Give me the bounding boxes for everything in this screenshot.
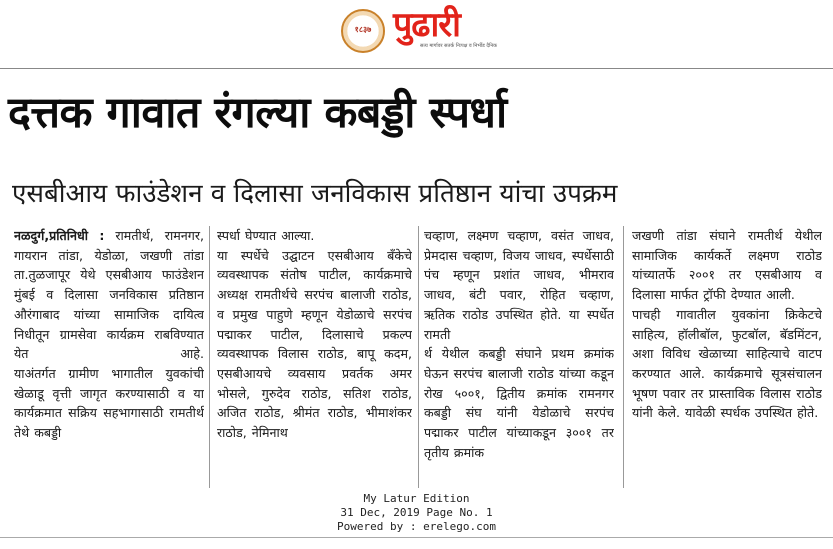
- seal-text: १८३७: [354, 25, 372, 34]
- masthead-divider: [0, 68, 833, 69]
- article-subheadline: एसबीआय फाउंडेशन व दिलासा जनविकास प्रतिष्ठान यांचा उपक्रम: [12, 179, 618, 209]
- column-divider: [418, 226, 419, 488]
- column-divider: [209, 226, 210, 488]
- article-column-4: [632, 226, 822, 488]
- column-divider: [623, 226, 624, 488]
- article-paragraph: चव्हाण, लक्ष्मण चव्हाण, वसंत जाधव, प्रेमदास चव्हाण, विजय जाधव, स्पर्धेसाठी पंच म्हणून प्रशांत जाधव, भीमराव जाधव, बंटी पवार, रोहित चव्हाण, ऋतिक राठोड उपस्थित होते. या स्पर्धेत रामती: [424, 228, 614, 342]
- article-paragraph: या स्पर्धेचे उद्घाटन एसबीआय बँकेचे व्यवस्थापक संतोष पाटील, कार्यक्रमाचे अध्यक्ष रामतीर्थचे सरपंच बालाजी राठोड, व प्रमुख पाहुणे म्हणून येडोळाचे सरपंच पद्माकर पाटील, दिलासाचे प्रकल्प व्यवस्थापक विलास राठोड, बापू कदम, एसबीआयचे व्यवसाय प्रवर्तक अमर भोसले, गुरुदेव राठोड, सतिश राठोड, अजित राठोड, श्रीमंत राठोड, भीमाशंकर राठोड, नेमिनाथ: [217, 247, 412, 441]
- article-paragraph: [14, 226, 204, 364]
- article-body: [0, 226, 833, 488]
- anniversary-seal-icon: [341, 9, 385, 53]
- masthead: [0, 0, 833, 68]
- edition-name: My Latur Edition: [363, 492, 470, 505]
- article-column-1: [14, 226, 204, 488]
- edition-footer: [0, 492, 833, 534]
- article-paragraph: याअंतर्गत ग्रामीण भागातील युवकांची खेळाडू वृत्ती जागृत करण्यासाठी व या कार्यक्रमात सक्रिय सहभागासाठी रामतीर्थ तेथे कबड्डी: [14, 365, 204, 441]
- newspaper-tagline: सत्य मार्गावर सतर्क निःपक्ष व निर्भीड दैनिक: [420, 43, 497, 49]
- article-column-3: [424, 226, 614, 488]
- article-paragraph: स्पर्धा घेण्यात आल्या.: [217, 228, 315, 243]
- newspaper-logo: पुढारी: [393, 5, 460, 45]
- article-column-2: [217, 226, 412, 488]
- paragraph-text: रामतीर्थ, रामनगर, गायरान तांडा, येडोळा, जखणी तांडा ता.तुळजापूर येथे एसबीआय फाउंडेशन मुंबई व दिलासा जनविकास प्रतिष्ठान औरंगाबाद यांच्या सामाजिक दायित्व निधीतून ग्रामसेवा कार्यक्रम राबविण्यात येत आहे.: [14, 228, 204, 362]
- powered-by: Powered by : erelego.com: [337, 520, 496, 533]
- edition-date-page: 31 Dec, 2019 Page No. 1: [340, 506, 493, 519]
- footer-divider: [0, 537, 833, 538]
- article-headline: दत्तक गावात रंगल्या कबड्डी स्पर्धा: [8, 88, 507, 138]
- dateline: नळदुर्ग,प्रतिनिधी :: [14, 228, 105, 243]
- article-paragraph: र्थ येथील कबड्डी संघाने प्रथम क्रमांक घेऊन सरपंच बालाजी राठोड यांच्या कडून रोख ५००१, द्वितीय क्रमांक रामनगर कबड्डी संघ यांनी येडोळाचे सरपंच पद्माकर पाटील यांच्याकडून ३००१ तर तृतीय क्रमांक: [424, 346, 614, 460]
- article-paragraph: जखणी तांडा संघाने रामतीर्थ येथील सामाजिक कार्यकर्ते लक्ष्मण राठोड यांच्यातर्फे २००१ तर एसबीआय व दिलासा मार्फत ट्रॉफी देण्यात आली.: [632, 228, 822, 303]
- article-paragraph: पाचही गावातील युवकांना क्रिकेटचे साहित्य, हॉलीबॉल, फुटबॉल, बॅडमिंटन, अशा विविध खेळाच्या साहित्याचे वाटप करण्यात आले. कार्यक्रमाचे सूत्रसंचालन भूषण पवार तर प्रास्ताविक विलास राठोड यांनी केले. यावेळी स्पर्धक उपस्थित होते.: [632, 306, 822, 421]
